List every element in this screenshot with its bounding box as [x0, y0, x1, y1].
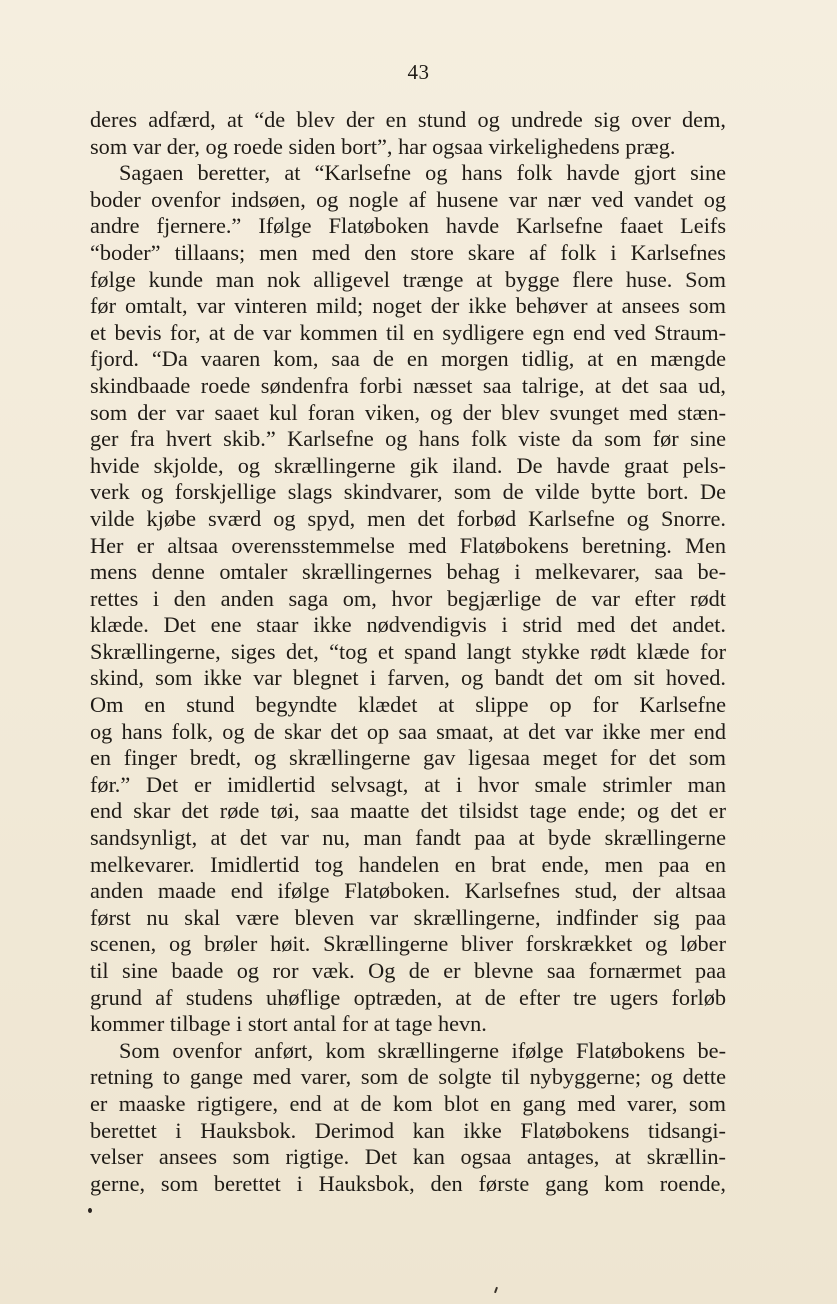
page-number: 43 [407, 60, 430, 84]
text-line: retning to gange med varer, som de solgte til nybyggerne; og dette [90, 1064, 726, 1090]
text-line: andre fjernere.” Ifølge Flatøboken havde Karlsefne faaet Leifs [90, 213, 726, 239]
text-line: end skar det røde tøi, saa maatte det tilsidst tage ende; og det er [90, 798, 726, 824]
body-text [90, 107, 726, 1197]
text-line: er maaske rigtigere, end at de kom blot en gang med varer, som [90, 1090, 726, 1116]
text-line: gerne, som berettet i Hauksbok, den første gang kom roende, [90, 1170, 726, 1196]
text-line: ger fra hvert skib.” Karlsefne og hans folk viste da som før sine [90, 426, 726, 452]
text-line: Om en stund begyndte klædet at slippe op for Karlsefne [90, 692, 726, 718]
print-mark [494, 1287, 498, 1293]
text-line: sandsynligt, at det var nu, man fandt paa at byde skrællingerne [90, 825, 726, 851]
text-line: og hans folk, og de skar det op saa smaat, at det var ikke mer end [90, 718, 726, 744]
text-line: Her er altsaa overensstemmelse med Flatøbokens beretning. Men [90, 532, 726, 558]
text-line: mens denne omtaler skrællingernes behag i melkevarer, saa be- [90, 559, 726, 585]
text-line: som var der, og roede siden bort”, har ogsaa virkelighedens præg. [90, 133, 676, 159]
text-line: anden maade end ifølge Flatøboken. Karlsefnes stud, der altsaa [90, 878, 726, 904]
text-line: deres adfærd, at “de blev der en stund og undrede sig over dem, [90, 107, 726, 132]
text-line: som der var saaet kul foran viken, og der blev svunget med stæn- [90, 399, 726, 425]
text-line: Skrællingerne, siges det, “tog et spand langt stykke rødt klæde for [90, 638, 726, 664]
print-speck [88, 1208, 92, 1213]
text-line: før omtalt, var vinteren mild; noget der ikke behøver at ansees som [90, 293, 726, 319]
text-line: først nu skal være bleven var skrællingerne, indfinder sig paa [90, 904, 726, 930]
text-line: til sine baade og ror væk. Og de er blevne saa fornærmet paa [90, 958, 726, 983]
text-line: skindbaade roede søndenfra forbi næsset saa talrige, at det saa ud, [90, 372, 726, 398]
text-line: verk og forskjellige slags skindvarer, som de vilde bytte bort. De [90, 479, 726, 505]
text-line: klæde. Det ene staar ikke nødvendigvis i strid med det andet. [90, 612, 726, 638]
text-line: hvide skjolde, og skrællingerne gik iland. De havde graat pels- [90, 452, 726, 478]
text-line: et bevis for, at de var kommen til en sydligere egn end ved Straum- [90, 319, 726, 345]
text-line: følge kunde man nok alligevel trænge at bygge flere huse. Som [90, 266, 726, 292]
text-line: fjord. “Da vaaren kom, saa de en morgen tidlig, at en mængde [90, 346, 726, 372]
text-line: kommer tilbage i stort antal for at tage hevn. [90, 1011, 487, 1037]
text-line: en finger bredt, og skrællingerne gav ligesaa meget for det som [90, 745, 726, 771]
text-line: grund af studens uhøflige optræden, at de efter tre ugers forløb [90, 984, 726, 1010]
text-line: før.” Det er imidlertid selvsagt, at i hvor smale strimler man [90, 771, 726, 797]
text-line: Sagaen beretter, at “Karlsefne og hans folk havde gjort sine [119, 160, 726, 186]
text-line: vilde kjøbe sværd og spyd, men det forbød Karlsefne og Snorre. [90, 505, 726, 531]
text-line: melkevarer. Imidlertid tog handelen en brat ende, men paa en [90, 851, 726, 877]
text-line: scenen, og brøler høit. Skrællingerne bliver forskrækket og løber [90, 931, 726, 957]
text-line: skind, som ikke var blegnet i farven, og bandt det om sit hoved. [90, 665, 726, 691]
text-line: Som ovenfor anført, kom skrællingerne ifølge Flatøbokens be- [119, 1037, 726, 1063]
text-line: berettet i Hauksbok. Derimod kan ikke Flatøbokens tidsangi- [90, 1117, 726, 1143]
text-line: rettes i den anden saga om, hvor begjærlige de var efter rødt [90, 585, 726, 611]
text-line: boder ovenfor indsøen, og nogle af husene var nær ved vandet og [90, 186, 726, 212]
text-line: “boder” tillaans; men med den store skare af folk i Karlsefnes [90, 239, 726, 265]
text-line: velser ansees som rigtige. Det kan ogsaa antages, at skrællin- [90, 1144, 726, 1170]
